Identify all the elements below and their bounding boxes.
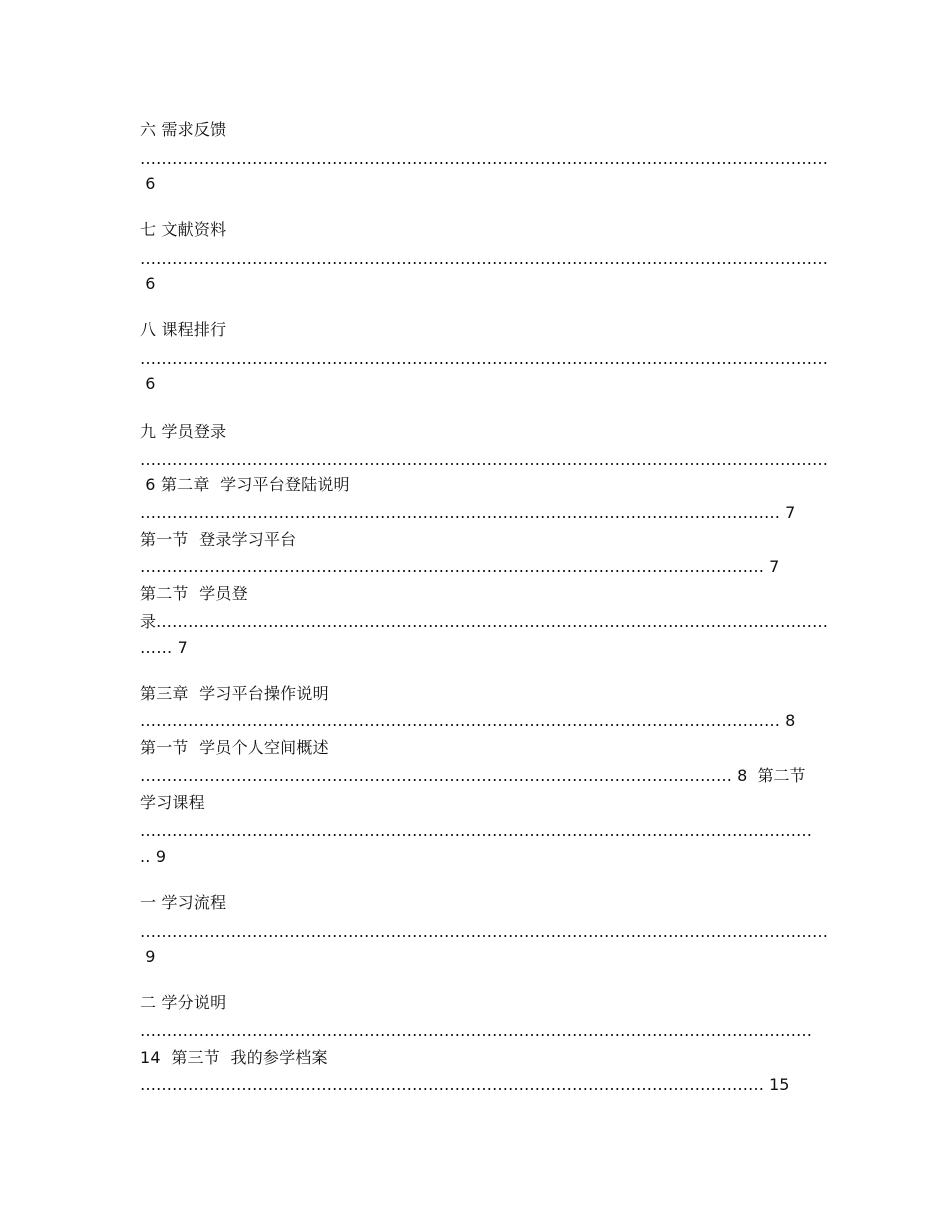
toc-entry-title: 九 学员登录 — [140, 422, 227, 441]
toc-page-number: 6 — [140, 174, 156, 193]
toc-entry-title: 第一节 登录学习平台 — [140, 530, 297, 549]
toc-leader-dots: ………………………………………………………………………………………………………………… — [140, 349, 828, 368]
toc-entry-title: 八 课程排行 — [140, 320, 227, 339]
toc-entry-title: 二 学分说明 — [140, 993, 227, 1012]
toc-page-number: 6 — [140, 274, 156, 293]
toc-entry-title: 6 第二章 学习平台登陆说明 — [140, 475, 350, 494]
toc-leader-dots: ………………………………………………………………………………………………………………… — [140, 249, 828, 268]
toc-entry-title: 学习课程 — [140, 793, 205, 812]
toc-leader-dots: ……………………………………………………………………………………………………………… — [140, 1021, 812, 1040]
toc-entry-title: 六 需求反馈 — [140, 120, 227, 139]
toc-leader-dots: ……………………………………………………………………………………………………………… — [140, 821, 812, 840]
toc-page-number: 6 — [140, 374, 156, 393]
toc-leader-dots: 录……………………………………………………………………………………………………………… — [140, 612, 828, 631]
toc-entry-title: 第二节 学员登 — [140, 584, 248, 603]
toc-entry-title: 一 学习流程 — [140, 893, 227, 912]
toc-leader-dots: ………………………………………………………………………………………………………………… — [140, 450, 828, 469]
toc-leader-dots: ………………………………………………………………………………………………………… 7 — [140, 503, 796, 522]
toc-entry-title: 第一节 学员个人空间概述 — [140, 738, 329, 757]
toc-leader-dots: ………………………………………………………………………………………………………………… — [140, 922, 828, 941]
toc-page-number: .. 9 — [140, 847, 167, 866]
toc-entry-title: 第三章 学习平台操作说明 — [140, 684, 329, 703]
toc-leader-dots: ……………………………………………………………………………………………………… 7 — [140, 557, 780, 576]
toc-page-number: …… 7 — [140, 638, 189, 657]
toc-entry-title: 七 文献资料 — [140, 220, 227, 239]
toc-entry-title: 14 第三节 我的参学档案 — [140, 1048, 328, 1067]
toc-leader-dots: ………………………………………………………………………………………………………………… — [140, 149, 828, 168]
toc-page-number: 9 — [140, 947, 156, 966]
toc-leader-dots: ……………………………………………………………………………………………………… 15 — [140, 1075, 790, 1094]
toc-leader-dots: ………………………………………………………………………………………………………… 8 — [140, 711, 796, 730]
toc-leader-dots: ………………………………………………………………………………………………… 8 第二节 — [140, 766, 806, 785]
